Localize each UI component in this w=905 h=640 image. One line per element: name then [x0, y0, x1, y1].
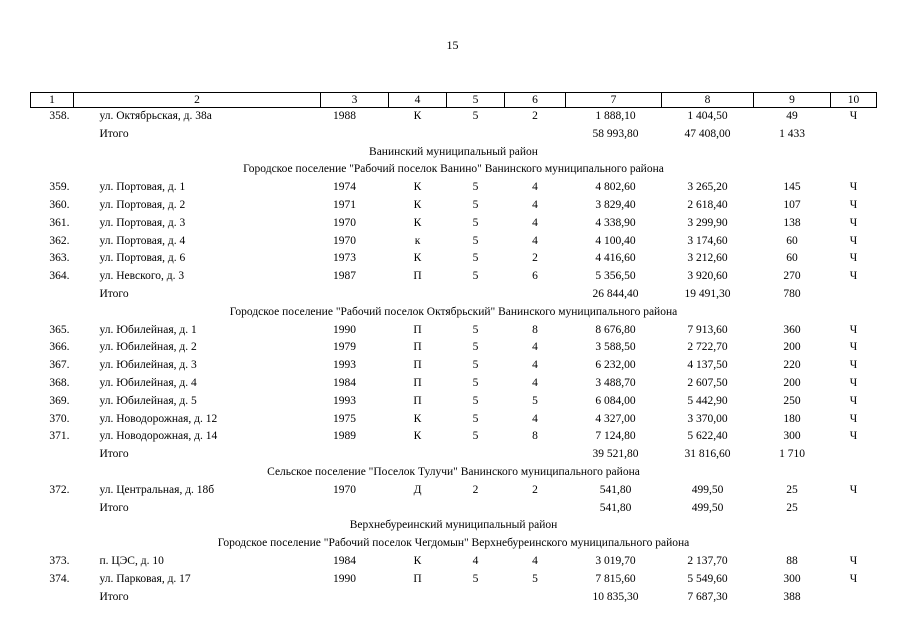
wall-material-cell: К: [413, 216, 422, 229]
empty-cell: [321, 589, 389, 607]
total-area-cell: 10 835,30: [592, 590, 639, 603]
year-built-cell: 1975: [333, 412, 356, 425]
entrances-cell: 4: [532, 234, 538, 247]
living-area-cell: 7 913,60: [687, 323, 728, 336]
total-label: Итого: [99, 448, 129, 461]
section-heading: Сельское поселение "Поселок Тулучи" Ванинского муниципального района: [267, 465, 640, 478]
row-number-cell: 372.: [49, 483, 70, 496]
total-label: Итого: [99, 501, 129, 514]
living-area-cell: 4 137,50: [687, 359, 728, 372]
total-area-cell: 4 327,00: [595, 412, 636, 425]
year-built-cell: 1973: [333, 252, 356, 265]
residents-cell: 270: [783, 270, 801, 283]
category-cell: Ч: [849, 252, 858, 265]
entrances-cell: 2: [532, 110, 538, 122]
address-cell: ул. Новодорожная, д. 14: [99, 430, 218, 443]
floors-cell: 5: [472, 430, 479, 443]
category-cell: Ч: [849, 359, 858, 372]
entrances-cell: 4: [532, 376, 538, 389]
address-cell: ул. Юбилейная, д. 3: [99, 359, 197, 372]
entrances-cell: 4: [532, 198, 538, 211]
living-area-cell: 3 370,00: [687, 412, 728, 425]
address-cell: ул. Портовая, д. 1: [99, 181, 186, 194]
table-row: [31, 197, 877, 215]
empty-cell: [505, 500, 566, 518]
table-row: [31, 268, 877, 286]
residents-cell: 220: [783, 359, 801, 372]
address-cell: ул. Невского, д. 3: [99, 270, 185, 283]
row-number-cell: 359.: [49, 181, 70, 194]
total-row: [31, 286, 877, 304]
category-cell: Ч: [849, 572, 858, 585]
total-living-area-cell: 47 408,00: [684, 127, 731, 140]
total-area-cell: 1 888,10: [595, 110, 636, 122]
total-label: Итого: [99, 287, 129, 300]
category-cell: Ч: [849, 554, 858, 567]
entrances-cell: 5: [532, 572, 538, 585]
address-cell: ул. Портовая, д. 2: [99, 198, 186, 211]
address-cell: ул. Юбилейная, д. 2: [99, 341, 197, 354]
category-cell: Ч: [849, 234, 858, 247]
row-number-cell: 363.: [49, 252, 70, 265]
wall-material-cell: Д: [413, 483, 422, 496]
entrances-cell: 4: [532, 341, 538, 354]
address-cell: ул. Новодорожная, д. 12: [99, 412, 218, 425]
empty-cell: [321, 446, 389, 464]
empty-cell: [831, 126, 877, 144]
total-residents-cell: 780: [783, 287, 801, 300]
page-number: 15: [446, 38, 459, 52]
table-row: [31, 482, 877, 500]
address-cell: ул. Юбилейная, д. 1: [99, 323, 197, 336]
address-cell: ул. Центральная, д. 18б: [99, 483, 215, 496]
total-area-cell: 7 815,60: [595, 572, 636, 585]
empty-cell: [389, 446, 447, 464]
living-area-cell: 1 404,50: [687, 110, 728, 122]
section-heading-row: [31, 517, 877, 535]
column-header: 9: [754, 93, 831, 108]
empty-cell: [389, 126, 447, 144]
total-area-cell: 541,80: [599, 501, 632, 514]
address-cell: п. ЦЭС, д. 10: [99, 554, 164, 567]
floors-cell: 5: [472, 376, 479, 389]
wall-material-cell: П: [413, 572, 422, 585]
residents-cell: 145: [783, 181, 801, 194]
column-header: 1: [31, 93, 74, 108]
column-header: 10: [831, 93, 877, 108]
residents-cell: 25: [786, 483, 798, 496]
residents-cell: 60: [786, 252, 798, 265]
row-number-cell: 364.: [49, 270, 70, 283]
row-number-cell: 362.: [49, 234, 70, 247]
address-cell: ул. Юбилейная, д. 5: [99, 394, 197, 407]
floors-cell: 5: [472, 270, 479, 283]
empty-cell: [321, 500, 389, 518]
empty-cell: [505, 446, 566, 464]
total-area-cell: 5 356,50: [595, 270, 636, 283]
empty-cell: [505, 286, 566, 304]
floors-cell: 5: [472, 252, 479, 265]
table-row: [31, 411, 877, 429]
entrances-cell: 4: [532, 181, 538, 194]
table-row: [31, 215, 877, 233]
total-area-cell: 3 829,40: [595, 198, 636, 211]
living-area-cell: 2 618,40: [687, 198, 728, 211]
address-cell: ул. Октябрьская, д. 38а: [99, 110, 212, 122]
residents-cell: 107: [783, 198, 801, 211]
floors-cell: 5: [472, 572, 479, 585]
column-header: 3: [321, 93, 389, 108]
entrances-cell: 8: [532, 323, 538, 336]
year-built-cell: 1979: [333, 341, 356, 354]
residents-cell: 360: [783, 323, 801, 336]
living-area-cell: 3 174,60: [687, 234, 728, 247]
column-header: 8: [662, 93, 754, 108]
wall-material-cell: К: [413, 110, 422, 122]
total-label: Итого: [99, 590, 129, 603]
living-area-cell: 2 137,70: [687, 554, 728, 567]
year-built-cell: 1990: [333, 323, 356, 336]
entrances-cell: 4: [532, 554, 538, 567]
category-cell: Ч: [849, 181, 858, 194]
section-heading-row: [31, 144, 877, 162]
column-header: 6: [505, 93, 566, 108]
empty-cell: [389, 286, 447, 304]
entrances-cell: 4: [532, 359, 538, 372]
empty-cell: [831, 446, 877, 464]
total-living-area-cell: 499,50: [691, 501, 724, 514]
total-area-cell: 3 019,70: [595, 554, 636, 567]
row-number-cell: 374.: [49, 572, 70, 585]
total-residents-cell: 1 710: [779, 448, 805, 461]
total-area-cell: 6 232,00: [595, 359, 636, 372]
section-heading: Ванинский муниципальный район: [369, 145, 538, 158]
living-area-cell: 5 622,40: [687, 430, 728, 443]
empty-cell: [505, 126, 566, 144]
empty-cell: [447, 446, 505, 464]
entrances-cell: 2: [532, 252, 538, 265]
empty-cell: [447, 286, 505, 304]
residents-cell: 180: [783, 412, 801, 425]
address-cell: ул. Портовая, д. 6: [99, 252, 186, 265]
total-residents-cell: 25: [786, 501, 798, 514]
year-built-cell: 1993: [333, 394, 356, 407]
residents-cell: 250: [783, 394, 801, 407]
address-cell: ул. Портовая, д. 3: [99, 216, 186, 229]
category-cell: Ч: [849, 198, 858, 211]
total-area-cell: 3 588,50: [595, 341, 636, 354]
section-heading-row: [31, 304, 877, 322]
residents-cell: 200: [783, 341, 801, 354]
empty-cell: [447, 500, 505, 518]
category-cell: Ч: [849, 412, 858, 425]
entrances-cell: 8: [532, 430, 538, 443]
year-built-cell: 1974: [333, 181, 356, 194]
empty-cell: [505, 589, 566, 607]
entrances-cell: 4: [532, 412, 538, 425]
total-area-cell: 3 488,70: [595, 376, 636, 389]
floors-cell: 5: [472, 323, 479, 336]
empty-cell: [831, 500, 877, 518]
floors-cell: 5: [472, 359, 479, 372]
row-number-cell: 371.: [49, 430, 70, 443]
wall-material-cell: К: [413, 430, 422, 443]
table-row: [31, 250, 877, 268]
year-built-cell: 1987: [333, 270, 356, 283]
empty-cell: [831, 286, 877, 304]
table-row: [31, 233, 877, 251]
column-header: 7: [566, 93, 662, 108]
empty-cell: [831, 589, 877, 607]
category-cell: Ч: [849, 323, 858, 336]
total-area-cell: 541,80: [599, 483, 632, 496]
table-row: [31, 375, 877, 393]
living-area-cell: 499,50: [691, 483, 724, 496]
column-header: 5: [447, 93, 505, 108]
year-built-cell: 1990: [333, 572, 356, 585]
section-heading-row: [31, 464, 877, 482]
wall-material-cell: П: [413, 270, 422, 283]
empty-cell: [389, 500, 447, 518]
living-area-cell: 5 442,90: [687, 394, 728, 407]
wall-material-cell: П: [413, 376, 422, 389]
column-number-header-row: [31, 93, 877, 108]
living-area-cell: 2 607,50: [687, 376, 728, 389]
housing-table: [30, 92, 877, 606]
year-built-cell: 1970: [333, 216, 356, 229]
living-area-cell: 3 212,60: [687, 252, 728, 265]
table-row: [31, 571, 877, 589]
table-row: [31, 393, 877, 411]
table-row: [31, 428, 877, 446]
floors-cell: 5: [472, 341, 479, 354]
total-area-cell: 4 338,90: [595, 216, 636, 229]
section-heading-row: [31, 535, 877, 553]
residents-cell: 200: [783, 376, 801, 389]
wall-material-cell: П: [413, 394, 422, 407]
year-built-cell: 1971: [333, 198, 356, 211]
category-cell: Ч: [849, 270, 858, 283]
total-row: [31, 126, 877, 144]
total-label: Итого: [99, 127, 129, 140]
table-body: [31, 93, 877, 607]
living-area-cell: 3 265,20: [687, 181, 728, 194]
floors-cell: 5: [472, 181, 479, 194]
empty-cell: [31, 446, 74, 464]
total-area-cell: 39 521,80: [592, 448, 639, 461]
section-heading: Городское поселение "Рабочий поселок Ванино" Ванинского муниципального района: [243, 163, 664, 176]
table-row: [31, 357, 877, 375]
living-area-cell: 3 920,60: [687, 270, 728, 283]
category-cell: Ч: [849, 430, 858, 443]
total-area-cell: 6 084,00: [595, 394, 636, 407]
year-built-cell: 1989: [333, 430, 356, 443]
entrances-cell: 6: [532, 270, 538, 283]
total-area-cell: 8 676,80: [595, 323, 636, 336]
empty-cell: [447, 126, 505, 144]
floors-cell: 5: [472, 234, 479, 247]
empty-cell: [321, 126, 389, 144]
address-cell: ул. Портовая, д. 4: [99, 234, 186, 247]
residents-cell: 300: [783, 430, 801, 443]
column-header: 4: [389, 93, 447, 108]
living-area-cell: 3 299,90: [687, 216, 728, 229]
floors-cell: 5: [472, 110, 479, 122]
total-row: [31, 500, 877, 518]
floors-cell: 5: [472, 394, 479, 407]
row-number-cell: 365.: [49, 323, 70, 336]
wall-material-cell: к: [414, 234, 421, 247]
row-number-cell: 361.: [49, 216, 70, 229]
row-number-cell: 369.: [49, 394, 70, 407]
total-area-cell: 4 802,60: [595, 181, 636, 194]
table-row: [31, 339, 877, 357]
category-cell: Ч: [849, 341, 858, 354]
year-built-cell: 1993: [333, 359, 356, 372]
section-heading-row: [31, 161, 877, 179]
total-area-cell: 4 416,60: [595, 252, 636, 265]
empty-cell: [447, 589, 505, 607]
year-built-cell: 1984: [333, 554, 356, 567]
total-living-area-cell: 31 816,60: [684, 448, 731, 461]
floors-cell: 5: [472, 198, 479, 211]
section-heading: Городское поселение "Рабочий поселок Чегдомын" Верхнебуреинского муниципального района: [217, 537, 690, 550]
total-row: [31, 446, 877, 464]
living-area-cell: 5 549,60: [687, 572, 728, 585]
floors-cell: 5: [472, 412, 479, 425]
residents-cell: 300: [783, 572, 801, 585]
row-number-cell: 373.: [49, 554, 70, 567]
table-row: [31, 108, 877, 126]
wall-material-cell: К: [413, 198, 422, 211]
total-area-cell: 26 844,40: [592, 287, 639, 300]
empty-cell: [389, 589, 447, 607]
entrances-cell: 2: [532, 483, 538, 496]
total-row: [31, 589, 877, 607]
total-living-area-cell: 7 687,30: [687, 590, 728, 603]
total-area-cell: 4 100,40: [595, 234, 636, 247]
section-heading: Городское поселение "Рабочий поселок Октябрьский" Ванинского муниципального района: [229, 305, 678, 318]
floors-cell: 5: [472, 216, 479, 229]
residents-cell: 60: [786, 234, 798, 247]
residents-cell: 88: [786, 554, 798, 567]
empty-cell: [31, 500, 74, 518]
category-cell: Ч: [849, 376, 858, 389]
year-built-cell: 1984: [333, 376, 356, 389]
total-residents-cell: 1 433: [779, 127, 805, 140]
empty-cell: [321, 286, 389, 304]
floors-cell: 4: [472, 554, 479, 567]
category-cell: Ч: [849, 110, 858, 122]
table-row: [31, 322, 877, 340]
category-cell: Ч: [849, 216, 858, 229]
row-number-cell: 360.: [49, 198, 70, 211]
row-number-cell: 366.: [49, 341, 70, 354]
residents-cell: 138: [783, 216, 801, 229]
total-area-cell: 7 124,80: [595, 430, 636, 443]
total-residents-cell: 388: [783, 590, 801, 603]
wall-material-cell: К: [413, 554, 422, 567]
total-living-area-cell: 19 491,30: [684, 287, 731, 300]
empty-cell: [31, 126, 74, 144]
living-area-cell: 2 722,70: [687, 341, 728, 354]
entrances-cell: 5: [532, 394, 538, 407]
column-header: 2: [74, 93, 321, 108]
row-number-cell: 370.: [49, 412, 70, 425]
section-heading: Верхнебуреинский муниципальный район: [349, 519, 558, 532]
row-number-cell: 368.: [49, 376, 70, 389]
wall-material-cell: П: [413, 341, 422, 354]
address-cell: ул. Юбилейная, д. 4: [99, 376, 197, 389]
floors-cell: 2: [472, 483, 479, 496]
wall-material-cell: П: [413, 323, 422, 336]
row-number-cell: 367.: [49, 359, 70, 372]
year-built-cell: 1970: [333, 483, 356, 496]
total-area-cell: 58 993,80: [592, 127, 639, 140]
wall-material-cell: П: [413, 359, 422, 372]
address-cell: ул. Парковая, д. 17: [99, 572, 191, 585]
wall-material-cell: К: [413, 412, 422, 425]
wall-material-cell: К: [413, 252, 422, 265]
table-row: [31, 553, 877, 571]
year-built-cell: 1970: [333, 234, 356, 247]
empty-cell: [31, 286, 74, 304]
residents-cell: 49: [786, 110, 798, 122]
wall-material-cell: К: [413, 181, 422, 194]
year-built-cell: 1988: [333, 110, 356, 122]
empty-cell: [31, 589, 74, 607]
category-cell: Ч: [849, 394, 858, 407]
entrances-cell: 4: [532, 216, 538, 229]
row-number-cell: 358.: [49, 110, 70, 122]
table-row: [31, 179, 877, 197]
category-cell: Ч: [849, 483, 858, 496]
